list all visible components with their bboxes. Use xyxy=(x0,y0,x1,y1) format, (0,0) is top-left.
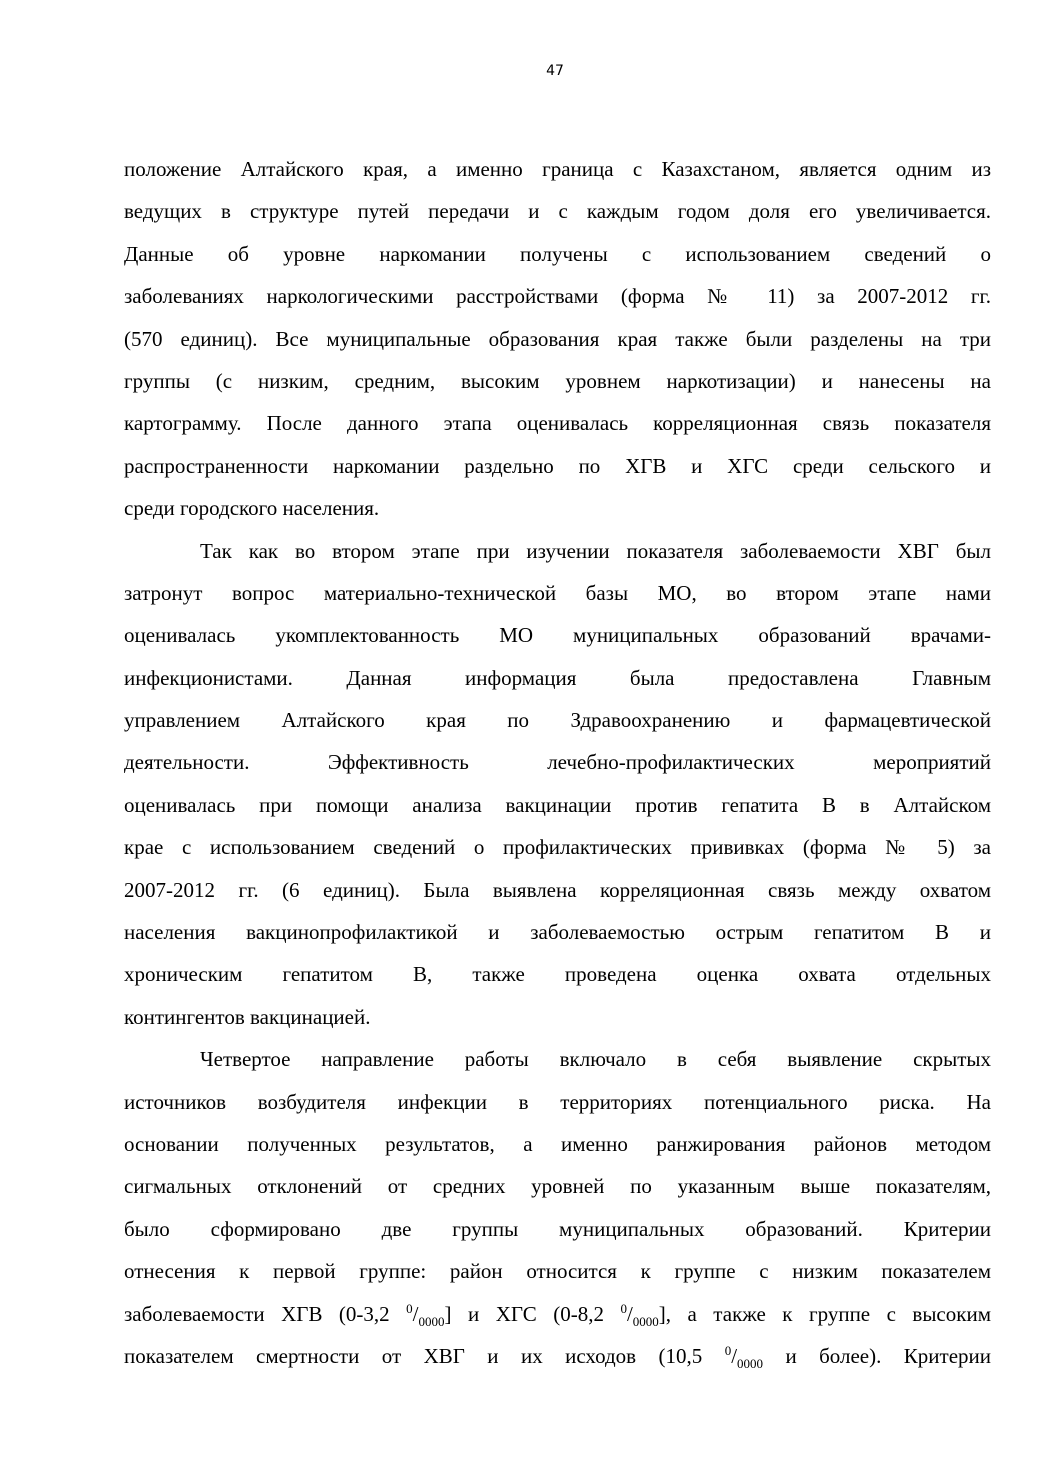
text-line: сигмальных отклонений от средних уровней по указанным выше показателям, xyxy=(124,1174,991,1199)
text-fragment: ], а также к группе с высоким xyxy=(658,1301,991,1326)
text-line: группы (с низким, средним, высоким уровнем наркотизации) и нанесены на xyxy=(124,368,991,393)
text-fragment: / xyxy=(626,1301,633,1326)
text-line: крае с использованием сведений о профилактических прививках (форма № 5) за xyxy=(124,835,991,860)
text-line: инфекционистами. Данная информация была предоставлена Главным xyxy=(124,665,991,690)
subscript: 0000 xyxy=(632,1313,659,1329)
subscript: 0000 xyxy=(418,1313,445,1329)
text-line: Так как во втором этапе при изучении показателя заболеваемости ХВГ был xyxy=(200,538,991,563)
text-line: хроническим гепатитом В, также проведена оценка охвата отдельных xyxy=(124,962,991,987)
text-line: 2007-2012 гг. (6 единиц). Была выявлена корреляционная связь между охватом xyxy=(124,877,991,902)
text-line: деятельности. Эффективность лечебно-профилактических мероприятий xyxy=(124,750,991,775)
text-line: было сформировано две группы муниципальных образований. Критерии xyxy=(124,1216,991,1241)
superscript: 0 xyxy=(724,1342,732,1358)
text-line: оценивалась укомплектованность МО муниципальных образований врачами- xyxy=(124,623,991,648)
text-line: затронут вопрос материально-технической базы МО, во втором этапе нами xyxy=(124,580,991,605)
text-line: отнесения к первой группе: район относится к группе с низким показателем xyxy=(124,1259,991,1284)
text-line: контингентов вакцинацией. xyxy=(124,1004,371,1029)
subscript: 0000 xyxy=(737,1356,764,1372)
text-line: среди городского населения. xyxy=(124,496,380,521)
text-line: управлением Алтайского края по Здравоохранению и фармацевтической xyxy=(124,708,991,733)
text-line: источников возбудителя инфекции в территориях потенциального риска. На xyxy=(124,1089,991,1114)
text-line: распространенности наркомании раздельно по ХГВ и ХГС среди сельского и xyxy=(124,453,991,478)
text-fragment: / xyxy=(731,1343,738,1368)
text-line: населения вакцинопрофилактикой и заболеваемостью острым гепатитом В и xyxy=(124,920,991,945)
text-fragment: ] и ХГС (0-8,2 xyxy=(444,1301,621,1326)
text-line: заболеваниях наркологическими расстройствами (форма № 11) за 2007-2012 гг. xyxy=(124,284,991,309)
text-line-with-units xyxy=(124,1335,991,1377)
text-line: Четвертое направление работы включало в себя выявление скрытых xyxy=(200,1047,991,1072)
text-fragment: показателем смертности от ХВГ и их исходов (10,5 xyxy=(124,1343,725,1368)
text-line: (570 единиц). Все муниципальные образования края также были разделены на три xyxy=(124,326,991,351)
text-fragment: заболеваемости ХГВ (0-3,2 xyxy=(124,1301,407,1326)
text-fragment: / xyxy=(412,1301,419,1326)
text-line: ведущих в структуре путей передачи и с каждым годом доля его увеличивается. xyxy=(124,199,991,224)
superscript: 0 xyxy=(620,1300,627,1316)
page-number: 47 xyxy=(546,63,564,79)
text-line: оценивалась при помощи анализа вакцинации против гепатита В в Алтайском xyxy=(124,792,991,817)
text-line: положение Алтайского края, а именно граница с Казахстаном, является одним из xyxy=(124,157,991,181)
superscript: 0 xyxy=(406,1300,413,1316)
text-line: основании полученных результатов, а именно ранжирования районов методом xyxy=(124,1131,991,1156)
document-body xyxy=(124,148,991,1377)
text-line: картограмму. После данного этапа оценивалась корреляционная связь показателя xyxy=(124,411,991,436)
text-line: Данные об уровне наркомании получены с использованием сведений о xyxy=(124,241,991,266)
text-fragment: и более). Критерии xyxy=(763,1343,992,1368)
text-line-with-units xyxy=(124,1293,991,1335)
